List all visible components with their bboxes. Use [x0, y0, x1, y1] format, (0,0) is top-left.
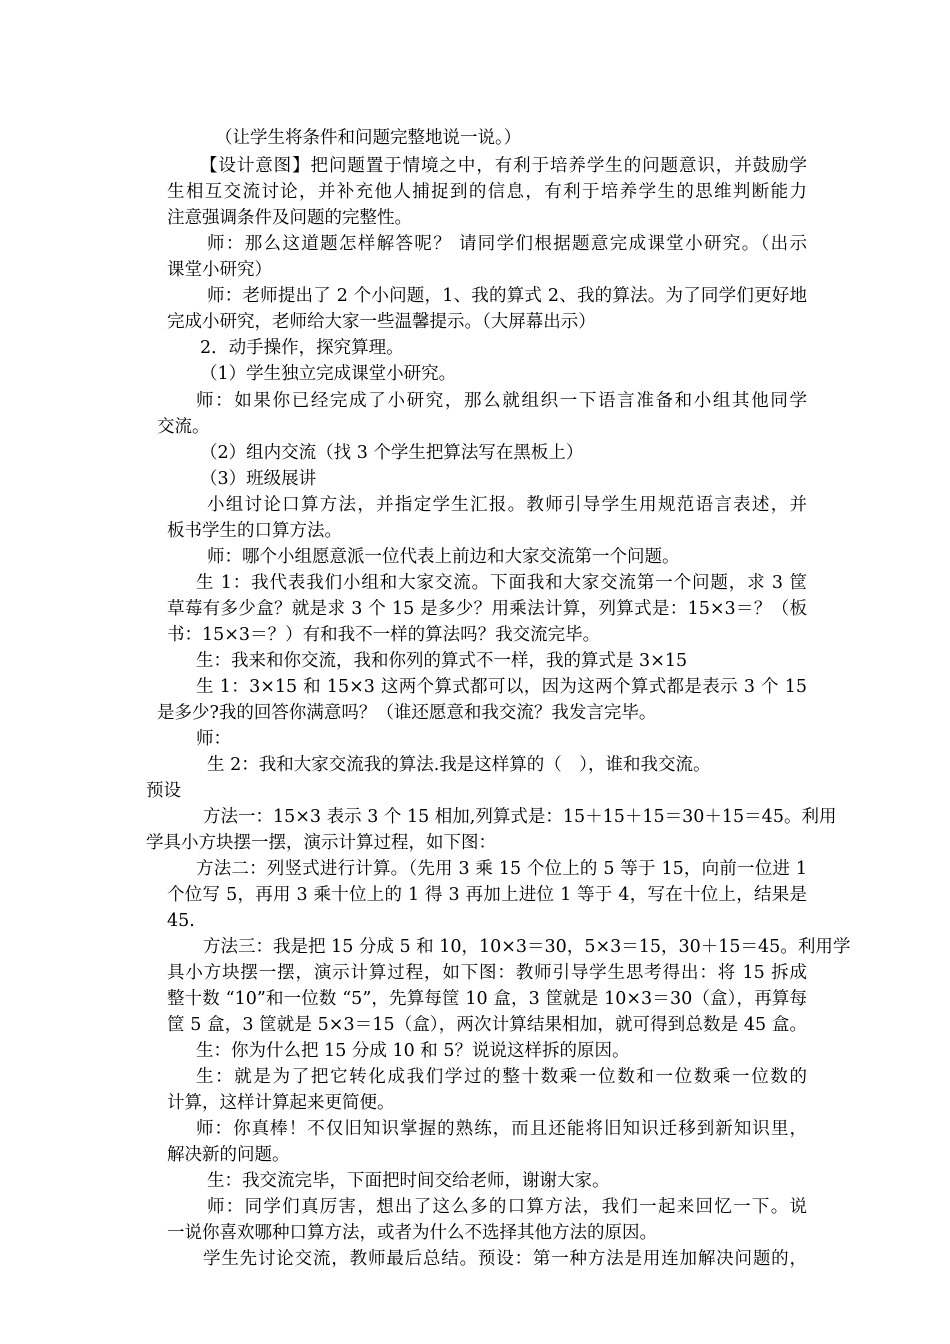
text-line: 方法二：列竖式进行计算。（先用 3 乘 15 个位上的 5 等于 15，向前一位进 1 — [196, 859, 807, 879]
text-line: 师：哪个小组愿意派一位代表上前边和大家交流第一个问题。 — [207, 547, 680, 567]
text-line: 生：就是为了把它转化成我们学过的整十数乘一位数和一位数乘一位数的 — [196, 1067, 807, 1087]
text-line: 师：如果你已经完成了小研究，那么就组织一下语言准备和小组其他同学 — [196, 391, 807, 411]
text-line: 师： — [196, 729, 231, 749]
text-line: 生：我来和你交流，我和你列的算式不一样，我的算式是 3×15 — [196, 651, 688, 671]
text-line: （3）班级展讲 — [200, 469, 317, 489]
text-line: 注意强调条件及问题的完整性。 — [167, 208, 412, 228]
text-line: （1）学生独立完成课堂小研究。 — [200, 364, 457, 384]
text-line: 板书学生的口算方法。 — [167, 521, 342, 541]
text-line: 解决新的问题。 — [167, 1145, 290, 1165]
text-line: （2）组内交流（找 3 个学生把算法写在黑板上） — [200, 443, 584, 463]
section-heading: 2．动手操作，探究算理。 — [200, 338, 404, 358]
text-line: 生：你为什么把 15 分成 10 和 5？说说这样拆的原因。 — [196, 1041, 630, 1061]
text-line: 计算，这样计算起来更简便。 — [167, 1093, 395, 1113]
text-line: 书：15×3＝？）有和我不一样的算法吗？我交流完毕。 — [167, 625, 601, 645]
text-line: 具小方块摆一摆，演示计算过程，如下图：教师引导学生思考得出：将 15 拆成 — [167, 963, 807, 983]
text-line: 师：老师提出了 2 个小问题，1、我的算式 2、我的算法。为了同学们更好地 — [207, 286, 807, 306]
text-line: 是多少?我的回答你满意吗？（谁还愿意和我交流？我发言完毕。 — [157, 703, 657, 723]
text-line: 草莓有多少盒？就是求 3 个 15 是多少？用乘法计算，列算式是：15×3＝？（板 — [167, 599, 807, 619]
text-line: 筐 5 盒，3 筐就是 5×3＝15（盒），两次计算结果相加，就可得到总数是 45 盒。 — [167, 1015, 807, 1035]
text-line: 【设计意图】把问题置于情境之中，有利于培养学生的问题意识，并鼓励学 — [200, 156, 807, 176]
text-line: 完成小研究，老师给大家一些温馨提示。（大屏幕出示） — [167, 312, 596, 332]
text-line: 生 2：我和大家交流我的算法.我是这样算的（ ），谁和我交流。 — [207, 755, 711, 775]
text-line: 整十数 “10”和一位数 “5”，先算每筐 10 盒，3 筐就是 10×3＝30（盒），再算每 — [167, 989, 807, 1009]
text-line: 一说你喜欢哪种口算方法，或者为什么不选择其他方法的原因。 — [167, 1223, 657, 1243]
text-line: 45. — [167, 911, 195, 931]
text-line: 小组讨论口算方法，并指定学生汇报。教师引导学生用规范语言表述，并 — [207, 495, 807, 515]
text-line: 师：你真棒！不仅旧知识掌握的熟练，而且还能将旧知识迁移到新知识里， — [196, 1119, 807, 1139]
text-line: 方法一：15×3 表示 3 个 15 相加,列算式是：15＋15＋15＝30＋15＝45。利用 — [203, 807, 837, 827]
text-line: 交流。 — [157, 417, 210, 437]
text-line: 生：我交流完毕，下面把时间交给老师，谢谢大家。 — [207, 1171, 610, 1191]
text-line: 方法三：我是把 15 分成 5 和 10，10×3＝30，5×3＝15，30＋15＝45。利用学 — [203, 937, 851, 957]
text-line: 生 1：我代表我们小组和大家交流。下面我和大家交流第一个问题，求 3 筐 — [196, 573, 807, 593]
text-line: 生相互交流讨论，并补充他人捕捉到的信息，有利于培养学生的思维判断能力 — [167, 182, 807, 202]
text-line: 学具小方块摆一摆，演示计算过程，如下图： — [146, 833, 496, 853]
text-line: （让学生将条件和问题完整地说一说。） — [215, 128, 522, 148]
text-line: 预设 — [146, 781, 181, 801]
text-line: 生 1：3×15 和 15×3 这两个算式都可以，因为这两个算式都是表示 3 个 15 — [196, 677, 807, 697]
text-line: 师：同学们真厉害，想出了这么多的口算方法，我们一起来回忆一下。说 — [207, 1197, 807, 1217]
text-line: 师：那么这道题怎样解答呢？ 请同学们根据题意完成课堂小研究。（出示 — [207, 234, 807, 254]
text-line: 课堂小研究） — [167, 260, 272, 280]
text-line: 学生先讨论交流，教师最后总结。预设：第一种方法是用连加解决问题的， — [203, 1249, 807, 1269]
text-line: 个位写 5，再用 3 乘十位上的 1 得 3 再加上进位 1 等于 4，写在十位上，结果是 — [167, 885, 807, 905]
